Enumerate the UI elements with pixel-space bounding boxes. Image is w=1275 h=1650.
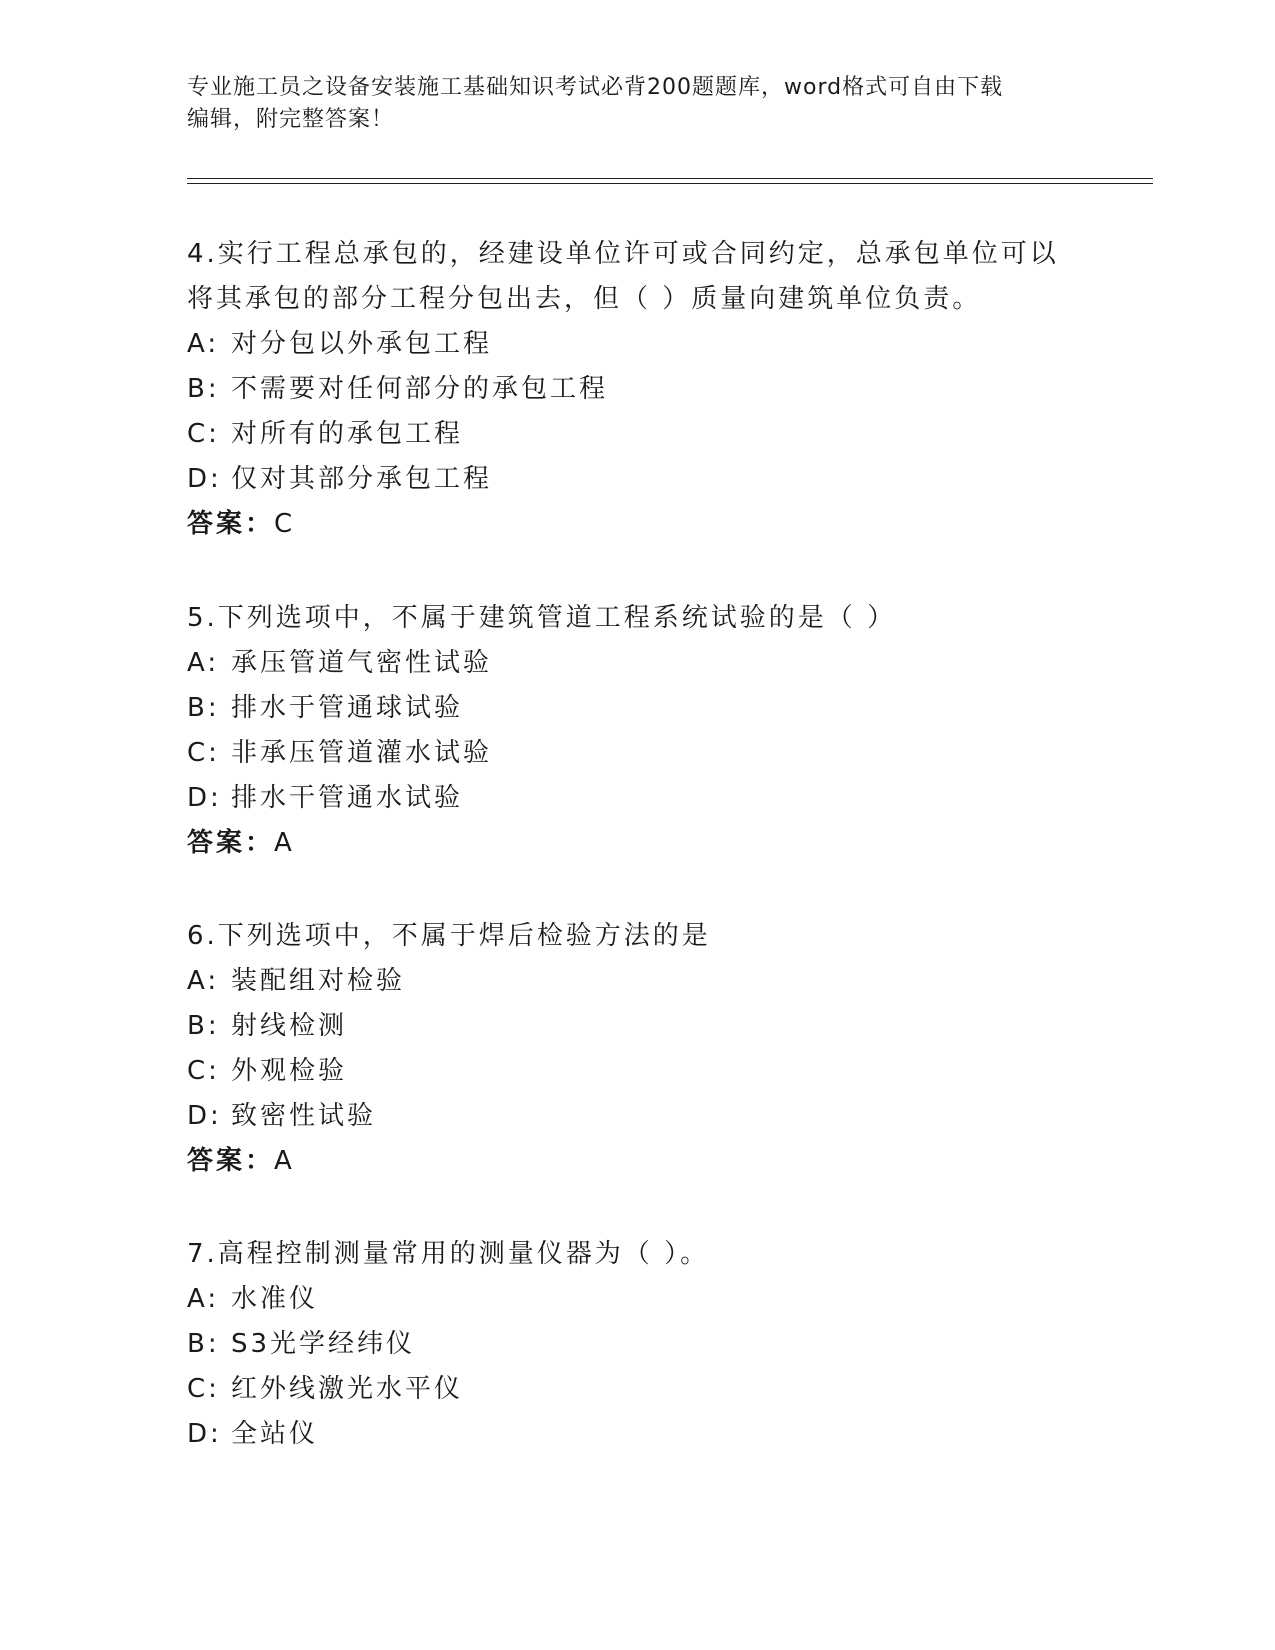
answer bbox=[187, 821, 1087, 866]
option-key: B: bbox=[187, 374, 220, 404]
option-a bbox=[187, 641, 1087, 686]
option-text: 水准仪 bbox=[231, 1284, 319, 1314]
document-header bbox=[187, 72, 1067, 136]
option-key: C: bbox=[187, 419, 220, 449]
answer bbox=[187, 502, 1087, 547]
header-title-line2: 编辑，附完整答案！ bbox=[187, 107, 395, 132]
option-key: D: bbox=[187, 783, 222, 813]
header-title-line1: 专业施工员之设备安装施工基础知识考试必背200题题库，word格式可自由下载 bbox=[187, 75, 1004, 100]
question-7 bbox=[187, 1232, 1087, 1457]
option-text: 仅对其部分承包工程 bbox=[231, 464, 493, 494]
option-text: 非承压管道灌水试验 bbox=[231, 738, 493, 768]
question-6 bbox=[187, 914, 1087, 1184]
header-divider-top bbox=[187, 178, 1153, 179]
option-c bbox=[187, 412, 1087, 457]
option-text: 全站仪 bbox=[231, 1419, 319, 1449]
answer-value: A bbox=[274, 828, 295, 858]
option-c bbox=[187, 731, 1087, 776]
question-stem: 5.下列选项中，不属于建筑管道工程系统试验的是（ ） bbox=[187, 603, 897, 633]
option-text: S3光学经纬仪 bbox=[231, 1329, 416, 1359]
answer-label: 答案： bbox=[187, 828, 275, 858]
option-d bbox=[187, 1412, 1087, 1457]
option-text: 排水干管通水试验 bbox=[231, 783, 464, 813]
option-key: B: bbox=[187, 1011, 220, 1041]
option-text: 对所有的承包工程 bbox=[231, 419, 464, 449]
answer-label: 答案： bbox=[187, 1146, 275, 1176]
option-text: 红外线激光水平仪 bbox=[231, 1374, 464, 1404]
option-d bbox=[187, 1094, 1087, 1139]
option-c bbox=[187, 1049, 1087, 1094]
answer-value: C bbox=[274, 509, 296, 539]
question-stem: 4.实行工程总承包的，经建设单位许可或合同约定，总承包单位可以 bbox=[187, 239, 1059, 269]
answer-label: 答案： bbox=[187, 509, 275, 539]
option-c bbox=[187, 1367, 1087, 1412]
option-key: A: bbox=[187, 966, 220, 996]
option-key: B: bbox=[187, 693, 220, 723]
option-a bbox=[187, 1277, 1087, 1322]
option-b bbox=[187, 1322, 1087, 1367]
question-stem: 6.下列选项中，不属于焊后检验方法的是 bbox=[187, 921, 711, 951]
option-d bbox=[187, 776, 1087, 821]
option-text: 外观检验 bbox=[231, 1056, 348, 1086]
option-text: 排水于管通球试验 bbox=[231, 693, 464, 723]
question-4 bbox=[187, 232, 1087, 547]
option-text: 装配组对检验 bbox=[231, 966, 406, 996]
option-d bbox=[187, 457, 1087, 502]
option-text: 致密性试验 bbox=[231, 1101, 377, 1131]
option-key: C: bbox=[187, 1374, 220, 1404]
option-key: D: bbox=[187, 1419, 222, 1449]
question-stem: 将其承包的部分工程分包出去，但（ ）质量向建筑单位负责。 bbox=[187, 284, 982, 314]
option-text: 对分包以外承包工程 bbox=[231, 329, 493, 359]
option-key: C: bbox=[187, 1056, 220, 1086]
option-key: D: bbox=[187, 464, 222, 494]
option-key: A: bbox=[187, 329, 220, 359]
option-key: C: bbox=[187, 738, 220, 768]
option-b bbox=[187, 367, 1087, 412]
option-key: D: bbox=[187, 1101, 222, 1131]
option-text: 不需要对任何部分的承包工程 bbox=[231, 374, 609, 404]
answer-value: A bbox=[274, 1146, 295, 1176]
option-a bbox=[187, 959, 1087, 1004]
question-stem: 7.高程控制测量常用的测量仪器为（ ）。 bbox=[187, 1239, 710, 1269]
question-5 bbox=[187, 596, 1087, 866]
option-text: 射线检测 bbox=[231, 1011, 348, 1041]
option-key: B: bbox=[187, 1329, 220, 1359]
option-key: A: bbox=[187, 1284, 220, 1314]
option-key: A: bbox=[187, 648, 220, 678]
option-b bbox=[187, 686, 1087, 731]
header-divider-bottom bbox=[187, 183, 1153, 184]
option-b bbox=[187, 1004, 1087, 1049]
option-a bbox=[187, 322, 1087, 367]
answer bbox=[187, 1139, 1087, 1184]
option-text: 承压管道气密性试验 bbox=[231, 648, 493, 678]
